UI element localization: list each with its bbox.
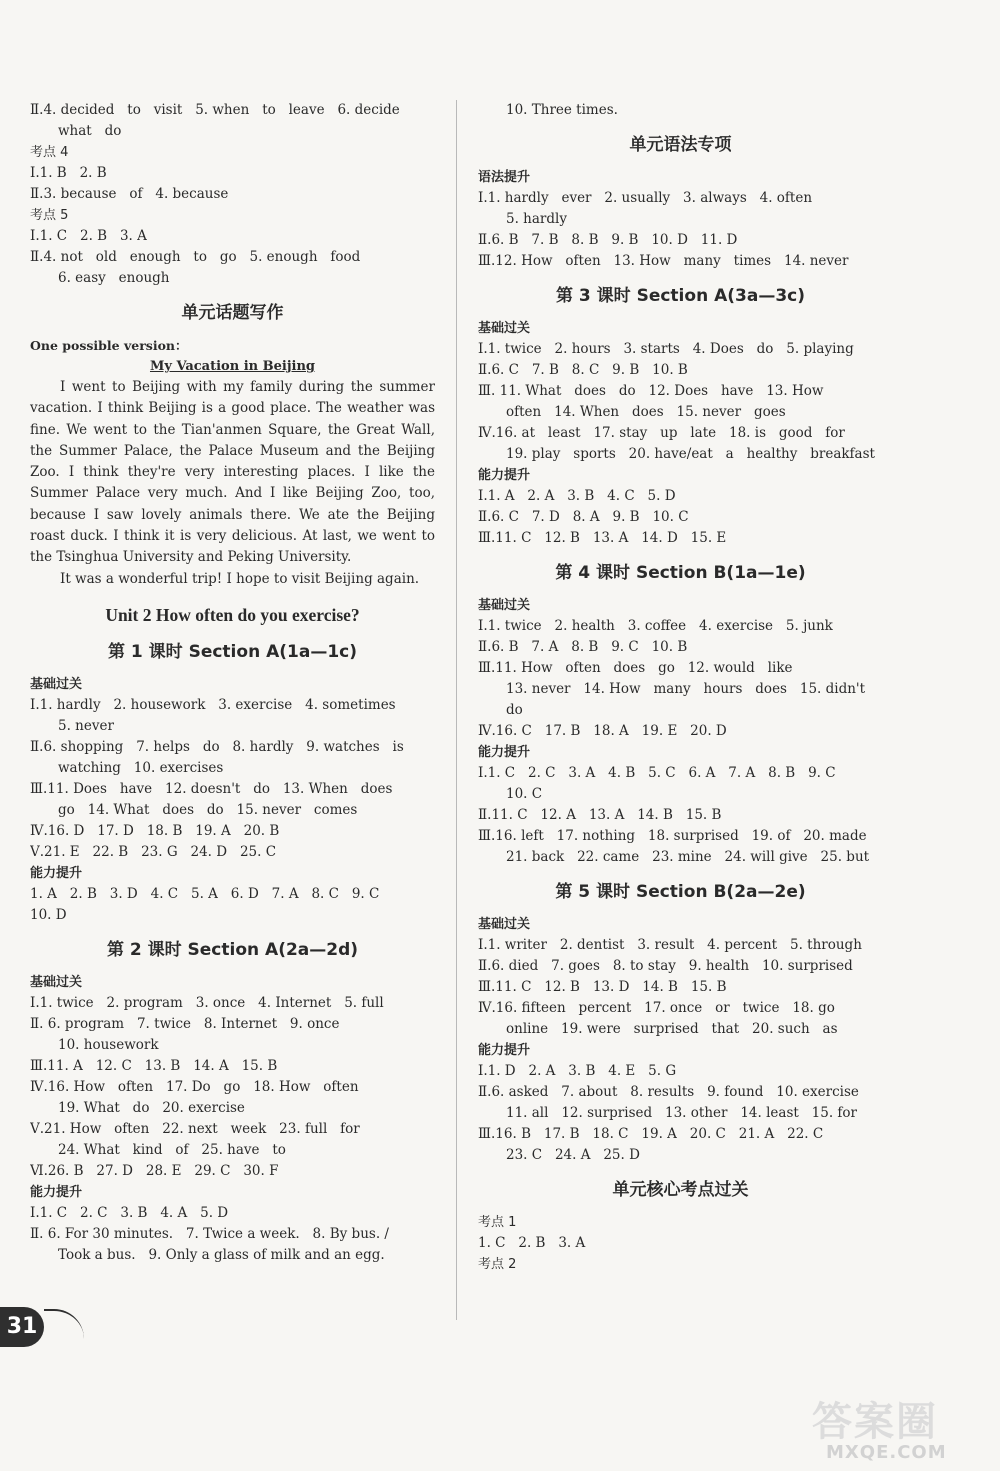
answer-line: Ⅰ.1. A 2. A 3. B 4. C 5. D bbox=[478, 488, 676, 504]
lesson-1-heading: 第 1 课时 Section A(1a—1c) bbox=[108, 641, 357, 662]
answer-line: 10. D bbox=[30, 906, 67, 923]
jichu-label: 基础过关 bbox=[478, 598, 531, 613]
answer-line: 10. C bbox=[506, 786, 543, 802]
answer-line: 5. hardly bbox=[506, 211, 567, 227]
grammar-label: 语法提升 bbox=[478, 170, 531, 185]
answer-line: Ⅱ.6. asked 7. about 8. results 9. found 10. exercise bbox=[478, 1084, 859, 1100]
answer-line: Ⅲ.11. A 12. C 13. B 14. A 15. B bbox=[30, 1057, 278, 1074]
answer-line: Ⅳ.16. How often 17. Do go 18. How often bbox=[30, 1078, 359, 1095]
answer-line: do bbox=[506, 702, 523, 718]
watermark bbox=[812, 1399, 982, 1463]
answer-line: Ⅱ.6. B 7. B 8. B 9. B 10. D 11. D bbox=[478, 232, 738, 248]
left-column bbox=[30, 100, 435, 1266]
answer-line: 19. play sports 20. have/eat a healthy breakfast bbox=[506, 446, 875, 462]
answer-line: 21. back 22. came 23. mine 24. will give 25. but bbox=[506, 849, 870, 865]
lesson-3-heading: 第 3 课时 Section A(3a—3c) bbox=[556, 286, 805, 306]
answer-line: Ⅰ.1. writer 2. dentist 3. result 4. percent 5. through bbox=[478, 937, 862, 953]
answer-line: Ⅵ.26. B 27. D 28. E 29. C 30. F bbox=[30, 1162, 279, 1179]
answer-line: Ⅰ.1. twice 2. hours 3. starts 4. Does do 5. playing bbox=[478, 341, 854, 357]
possible-version-label: One possible version： bbox=[30, 338, 188, 353]
answer-line: 10. Three times. bbox=[506, 102, 618, 118]
answer-line: Ⅰ.1. C 2. C 3. A 4. B 5. C 6. A 7. A 8. B 9. C bbox=[478, 765, 836, 781]
section-heading-writing: 单元话题写作 bbox=[181, 303, 284, 323]
answer-line: Ⅲ.12. How often 13. How many times 14. never bbox=[478, 253, 849, 269]
answer-line: Ⅱ.6. B 7. A 8. B 9. C 10. B bbox=[478, 639, 688, 655]
answer-line: online 19. were surprised that 20. such as bbox=[506, 1021, 838, 1037]
answer-line: often 14. When does 15. never goes bbox=[506, 404, 786, 420]
nengli-label: 能力提升 bbox=[478, 745, 531, 760]
answer-line: Ⅳ.16. at least 17. stay up late 18. is good for bbox=[478, 425, 845, 441]
answer-line: Ⅱ.6. C 7. D 8. A 9. B 10. C bbox=[478, 509, 689, 525]
jichu-label: 基础过关 bbox=[478, 321, 531, 336]
answer-line: Ⅲ.16. B 17. B 18. C 19. A 20. C 21. A 22. C bbox=[478, 1126, 824, 1142]
answer-line: Ⅰ.1. C 2. B 3. A bbox=[30, 228, 147, 244]
answer-line: Ⅱ.4. not old enough to go 5. enough food bbox=[30, 249, 361, 265]
answer-line: 11. all 12. surprised 13. other 14. least 15. for bbox=[506, 1105, 858, 1121]
answer-line: Ⅱ. 6. For 30 minutes. 7. Twice a week. 8. By bus. / bbox=[30, 1225, 389, 1242]
answer-line: Ⅱ.6. died 7. goes 8. to stay 9. health 10. surprised bbox=[478, 958, 853, 974]
answer-line: watching 10. exercises bbox=[58, 759, 224, 776]
watermark-url: MXQE.COM bbox=[826, 1442, 947, 1463]
answer-line: 24. What kind of 25. have to bbox=[58, 1141, 286, 1158]
essay-paragraph: I went to Beijing with my family during the summer vacation. I think Beijing is a good place. The weather was fine. We went to the Tian'anmen Square, the Great Wall, the Summer Palace, the Palace Museum and the Beijing Zoo. I think they're very interesting places. I like the Summer Palace very much. And I like Beijing Zoo, too, because I saw lovely animals there. We ate the Beijing roast duck. I think it is very delicious. At last, we went to the Tsinghua University and Peking University. bbox=[30, 379, 435, 566]
nengli-label: 能力提升 bbox=[30, 1184, 83, 1200]
right-column bbox=[478, 100, 883, 1275]
answer-line: Ⅲ. 11. What does do 12. Does have 13. How bbox=[478, 383, 824, 399]
answer-line: 23. C 24. A 25. D bbox=[506, 1147, 640, 1163]
answer-line: Ⅲ.11. Does have 12. doesn't do 13. When does bbox=[30, 780, 393, 797]
nengli-label: 能力提升 bbox=[30, 865, 83, 881]
kaodian-4-label: 考点 4 bbox=[30, 145, 69, 160]
watermark-logo: 答案圈 bbox=[812, 1399, 938, 1445]
answer-line: Ⅳ.16. D 17. D 18. B 19. A 20. B bbox=[30, 822, 280, 839]
answer-line: Ⅳ.16. fifteen percent 17. once or twice 18. go bbox=[478, 1000, 835, 1016]
answer-line: Ⅲ.16. left 17. nothing 18. surprised 19. of 20. made bbox=[478, 828, 867, 844]
unit-title: Unit 2 How often do you exercise? bbox=[105, 604, 360, 625]
answer-line: Ⅰ.1. hardly 2. housework 3. exercise 4. sometimes bbox=[30, 696, 396, 713]
answer-line: Ⅰ.1. twice 2. program 3. once 4. Internet 5. full bbox=[30, 994, 384, 1011]
answer-line: 1. C 2. B 3. A bbox=[478, 1235, 586, 1251]
answer-line: Ⅳ.16. C 17. B 18. A 19. E 20. D bbox=[478, 723, 727, 739]
jichu-label: 基础过关 bbox=[478, 917, 531, 932]
answer-line: Ⅲ.11. C 12. B 13. D 14. B 15. B bbox=[478, 979, 727, 995]
answer-line: Ⅲ.11. How often does go 12. would like bbox=[478, 660, 793, 676]
answer-line: Ⅴ.21. How often 22. next week 23. full for bbox=[30, 1120, 360, 1137]
essay-paragraph: It was a wonderful trip! I hope to visit Beijing again. bbox=[60, 570, 420, 587]
kaodian-1-label: 考点 1 bbox=[478, 1215, 517, 1230]
answer-line: what do bbox=[58, 123, 122, 139]
nengli-label: 能力提升 bbox=[478, 468, 531, 483]
answer-line: 13. never 14. How many hours does 15. didn't bbox=[506, 681, 866, 697]
answer-line: 6. easy enough bbox=[58, 270, 170, 286]
lesson-4-heading: 第 4 课时 Section B(1a—1e) bbox=[555, 563, 806, 583]
answer-line: Ⅲ.11. C 12. B 13. A 14. D 15. E bbox=[478, 530, 727, 546]
answer-line: go 14. What does do 15. never comes bbox=[58, 801, 358, 818]
answer-line: Ⅱ.6. C 7. B 8. C 9. B 10. B bbox=[478, 362, 688, 378]
nengli-label: 能力提升 bbox=[478, 1043, 531, 1058]
answer-line: 1. A 2. B 3. D 4. C 5. A 6. D 7. A 8. C 9. C bbox=[30, 885, 380, 902]
section-heading-grammar: 单元语法专项 bbox=[629, 135, 732, 155]
lesson-2-heading: 第 2 课时 Section A(2a—2d) bbox=[106, 939, 359, 960]
answer-line: Ⅰ.1. twice 2. health 3. coffee 4. exercise 5. junk bbox=[478, 618, 833, 634]
column-divider bbox=[456, 100, 457, 1320]
answer-line: 19. What do 20. exercise bbox=[58, 1099, 245, 1116]
section-heading-core: 单元核心考点过关 bbox=[612, 1180, 749, 1200]
answer-line: 5. never bbox=[58, 717, 114, 734]
jichu-label: 基础过关 bbox=[30, 676, 83, 692]
page-number-decoration bbox=[44, 1309, 84, 1347]
answer-line: 10. housework bbox=[58, 1036, 159, 1053]
answer-line: Ⅱ.6. shopping 7. helps do 8. hardly 9. watches is bbox=[30, 738, 404, 755]
jichu-label: 基础过关 bbox=[30, 974, 83, 990]
essay-title: My Vacation in Beijing bbox=[149, 359, 315, 374]
answer-line: Ⅰ.1. D 2. A 3. B 4. E 5. G bbox=[478, 1063, 677, 1079]
answer-line: Ⅱ.3. because of 4. because bbox=[30, 186, 229, 202]
answer-line: Ⅴ.21. E 22. B 23. G 24. D 25. C bbox=[30, 843, 277, 860]
page-number: 31 bbox=[0, 1307, 44, 1347]
kaodian-2-label: 考点 2 bbox=[478, 1257, 517, 1272]
answer-line: Ⅱ.11. C 12. A 13. A 14. B 15. B bbox=[478, 807, 722, 823]
answer-line: Ⅱ. 6. program 7. twice 8. Internet 9. once bbox=[30, 1015, 340, 1032]
answer-line: Took a bus. 9. Only a glass of milk and an egg. bbox=[58, 1246, 385, 1263]
answer-line: Ⅱ.4. decided to visit 5. when to leave 6. decide bbox=[30, 102, 400, 118]
kaodian-5-label: 考点 5 bbox=[30, 208, 69, 223]
lesson-5-heading: 第 5 课时 Section B(2a—2e) bbox=[555, 882, 806, 902]
answer-line: Ⅰ.1. hardly ever 2. usually 3. always 4. often bbox=[478, 190, 813, 206]
answer-line: Ⅰ.1. C 2. C 3. B 4. A 5. D bbox=[30, 1204, 229, 1221]
answer-line: Ⅰ.1. B 2. B bbox=[30, 165, 107, 181]
